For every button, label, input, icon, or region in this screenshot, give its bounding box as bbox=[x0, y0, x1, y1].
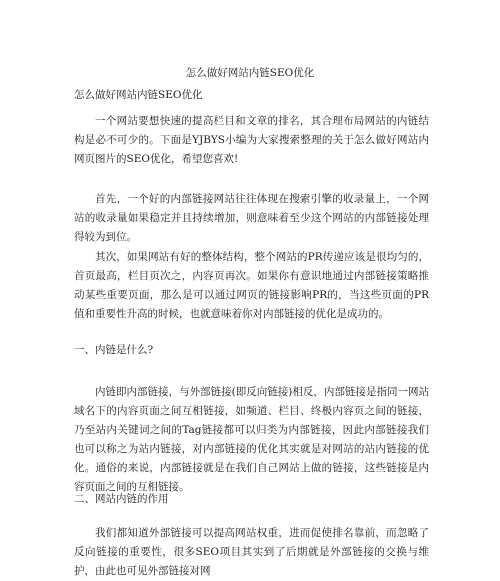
document-subtitle: 怎么做好网站内链SEO优化 bbox=[74, 89, 203, 101]
section-heading-internal-link-role: 二、网站内链的作用 bbox=[74, 493, 169, 505]
paragraph-internal-link-definition: 内链即内部链接，与外部链接(即反向链接)相反，内部链接是指同一网站域名下的内容页面之间互相链接，如频道、栏目、终极内容页之间的链接，乃至站内关键词之间的Tag链接都可以归类为内部链接，因此内部链接我们也可以称之为站内链接，对内部链接的优化其实就是对网站的站内链接的优化。通俗的来说，内部链接就是在我们自己网站上做的链接，这些链接是内容页面之间的互相链接。 bbox=[74, 386, 429, 493]
section-heading-what-is-internal-link: 一、内链是什么? bbox=[74, 344, 154, 356]
paragraph-intro: 一个网站要想快速的提高栏目和文章的排名，其合理布局网站的内链结构是必不可少的。下面是YJBYS小编为大家搜索整理的关于怎么做好网站内网页图片的SEO优化，希望您喜欢! bbox=[74, 115, 429, 165]
paragraph-second: 其次，如果网站有好的整体结构，整个网站的PR传递应该是很均匀的，首页最高，栏目页次之，内容页再次。如果你有意识地通过内部链接策略推动某些重要页面，那么是可以通过网页的链接影响PR的，当这些页面的PR值和重要性升高的时候，也就意味着你对内部链接的优化是成功的。 bbox=[74, 251, 429, 320]
paragraph-first: 首先，一个好的内部链接网站往往体现在搜索引擎的收录量上，一个网站的收录量如果稳定并且持续增加，则意味着至少这个网站的内部链接处理得较为到位。 bbox=[74, 193, 429, 243]
document-title: 怎么做好网站内链SEO优化 bbox=[185, 67, 315, 79]
paragraph-internal-link-role: 我们都知道外部链接可以提高网站权重，进而促使排名靠前，而忽略了反向链接的重要性，很多SEO项目其实到了后期就是外部链接的交换与维护，由此也可见外部链接对网 bbox=[74, 527, 429, 577]
